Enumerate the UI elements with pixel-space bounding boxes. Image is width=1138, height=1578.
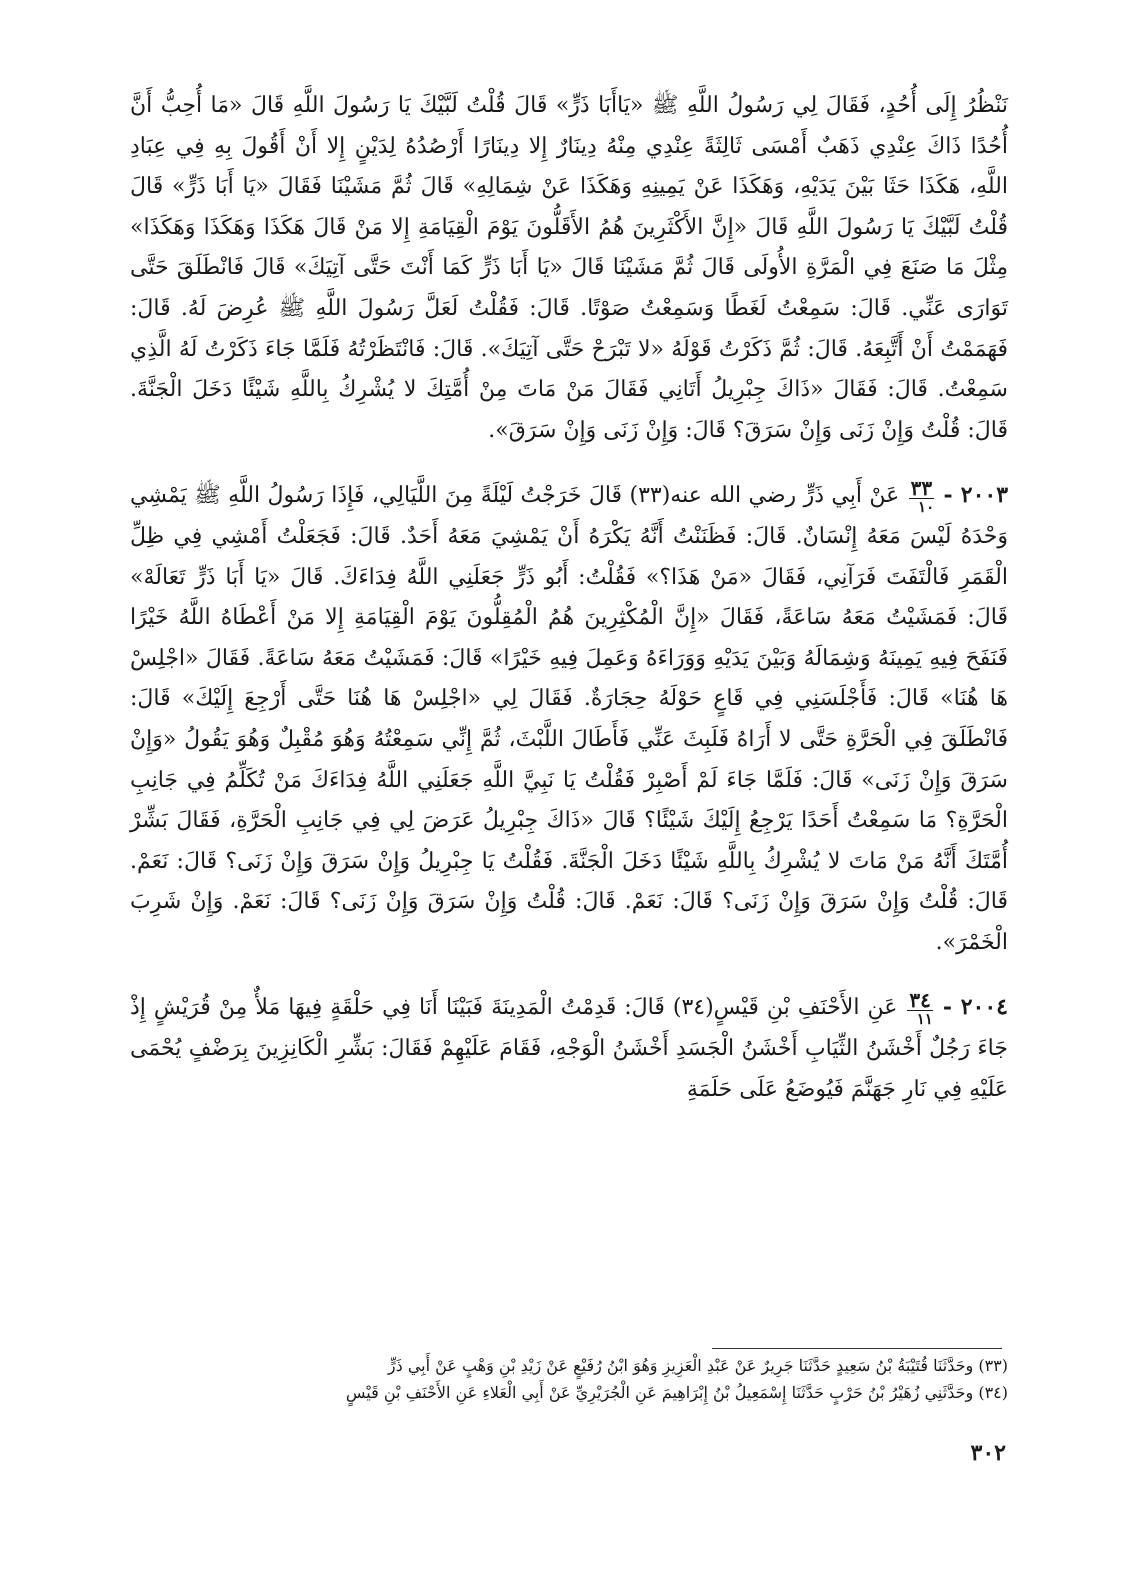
hadith-number: ٢٠٠٤ - [942, 994, 1008, 1021]
paragraph-text: نَنْظُرُ إِلَى أُحُدٍ، فَقَالَ لِي رَسُولُ اللَّهِ ﷺ «يَاأَبَا ذَرٍّ» قَالَ قُلْتُ لَبَّيْكَ يَا رَسُولَ اللَّهِ قَالَ «مَا أُحِبُّ أَنَّ أُحُدًا ذَاكَ عِنْدِي ذَهَبٌ أَمْسَى ثَالِثَةً عِنْدِي مِنْهُ دِينَارٌ إِلا دِينَارًا أَرْصُدُهُ لِدَيْنٍ إِلا أَنْ أَقُولَ بِهِ فِي عِبَادِ اللَّهِ، هَكَذَا حَثَا بَيْنَ يَدَيْهِ، وَهَكَذَا عَنْ يَمِينِهِ وَهَكَذَا عَنْ شِمَالِهِ» قَالَ ثُمَّ مَشَيْنَا فَقَالَ «يَا أَبَا ذَرٍّ» قَالَ قُلْتُ لَبَّيْكَ يَا رَسُولَ اللَّهِ قَالَ «إِنَّ الأَكْثَرِينَ هُمُ الأَقَلُّونَ يَوْمَ الْقِيَامَةِ إِلا مَنْ قَالَ هَكَذَا وَهَكَذَا وَهَكَذَا» مِثْلَ مَا صَنَعَ فِي الْمَرَّةِ الأُولَى قَالَ ثُمَّ مَشَيْنَا قَالَ «يَا أَبَا ذَرٍّ كَمَا أَنْتَ حَتَّى آتِيَكَ» قَالَ فَانْطَلَقَ حَتَّى تَوَارَى عَنِّي. قَالَ: سَمِعْتُ لَغَطًا وَسَمِعْتُ صَوْتًا. قَالَ: فَقُلْتُ لَعَلَّ رَسُولَ اللَّهِ ﷺ عُرِضَ لَهُ. قَالَ: فَهَمَمْتُ أَنْ أَتَّبِعَهُ. قَالَ: ثُمَّ ذَكَرْتُ قَوْلَهُ «لا تَبْرَحْ حَتَّى آتِيَكَ». قَالَ: فَانْتَظَرْتُهُ فَلَمَّا جَاءَ ذَكَرْتُ لَهُ الَّذِي سَمِعْتُ. قَالَ: فَقَالَ «ذَاكَ جِبْرِيلُ أَتَانِي فَقَالَ مَنْ مَاتَ مِنْ أُمَّتِكَ لا يُشْرِكُ بِاللَّهِ شَيْئًا دَخَلَ الْجَنَّةَ. قَالَ: قُلْتُ وَإِنْ زَنَى وَإِنْ سَرَقَ؟ قَالَ: وَإِنْ زَنَى وَإِنْ سَرَقَ». [130, 93, 1008, 443]
fraction-numerator: ٣٣ [910, 475, 933, 500]
footnotes [130, 1352, 1008, 1406]
footnote-33: (٣٣) وحَدَّثَنَا قُتَيْبَةُ بْنُ سَعِيدٍ حَدَّثَنَا جَرِيرٌ عَنْ عَبْدِ الْعَزِيزِ وَهُوَ ابْنُ رُفَيْعٍ عَنْ زَيْدِ بْنِ وَهْبٍ عَنْ أَبِي ذَرٍّ [387, 1356, 1008, 1375]
paragraph-text: عَنْ أَبِي ذَرٍّ رضي الله عنه(٣٣) قَالَ خَرَجْتُ لَيْلَةً مِنَ اللَّيَالِي، فَإِذَا رَسُولُ اللَّهِ ﷺ يَمْشِي وَحْدَهُ لَيْسَ مَعَهُ إِنْسَانٌ. قَالَ: فَظَنَنْتُ أَنَّهُ يَكْرَهُ أَنْ يَمْشِيَ مَعَهُ أَحَدٌ. قَالَ: فَجَعَلْتُ أَمْشِي فِي ظِلِّ الْقَمَرِ فَالْتَفَتَ فَرَآنِي، فَقَالَ «مَنْ هَذَا؟» فَقُلْتُ: أَبُو ذَرٍّ جَعَلَنِي اللَّهُ فِدَاءَكَ. قَالَ «يَا أَبَا ذَرٍّ تَعَالَهْ» قَالَ: فَمَشَيْتُ مَعَهُ سَاعَةً، فَقَالَ «إِنَّ الْمُكْثِرِينَ هُمُ الْمُقِلُّونَ يَوْمَ الْقِيَامَةِ إِلا مَنْ أَعْطَاهُ اللَّهُ خَيْرًا فَنَفَحَ فِيهِ يَمِينَهُ وَشِمَالَهُ وَبَيْنَ يَدَيْهِ وَوَرَاءَهُ وَعَمِلَ فِيهِ خَيْرًا» قَالَ: فَمَشَيْتُ مَعَهُ سَاعَةً. فَقَالَ «اجْلِسْ هَا هُنَا» قَالَ: فَأَجْلَسَنِي فِي قَاعٍ حَوْلَهُ حِجَارَةٌ. فَقَالَ لِي «اجْلِسْ هَا هُنَا حَتَّى أَرْجِعَ إِلَيْكَ» قَالَ: فَانْطَلَقَ فِي الْحَرَّةِ حَتَّى لا أَرَاهُ فَلَبِثَ عَنِّي فَأَطَالَ اللَّبْثَ، ثُمَّ إِنِّي سَمِعْتُهُ وَهُوَ مُقْبِلٌ وَهُوَ يَقُولُ «وَإِنْ سَرَقَ وَإِنْ زَنَى» قَالَ: فَلَمَّا جَاءَ لَمْ أَصْبِرْ فَقُلْتُ يَا نَبِيَّ اللَّهِ جَعَلَنِي اللَّهُ فِدَاءَكَ مَنْ تُكَلِّمُ فِي جَانِبِ الْحَرَّةِ؟ مَا سَمِعْتُ أَحَدًا يَرْجِعُ إِلَيْكَ شَيْئًا؟ قَالَ «ذَاكَ جِبْرِيلُ عَرَضَ لِي فِي جَانِبِ الْحَرَّةِ، فَقَالَ بَشِّرْ أُمَّتَكَ أَنَّهُ مَنْ مَاتَ لا يُشْرِكُ بِاللَّهِ شَيْئًا دَخَلَ الْجَنَّةَ. فَقُلْتُ يَا جِبْرِيلُ وَإِنْ سَرَقَ وَإِنْ زَنَى؟ قَالَ: نَعَمْ. قَالَ: قُلْتُ وَإِنْ سَرَقَ وَإِنْ زَنَى؟ قَالَ: نَعَمْ. قَالَ: قُلْتُ وَإِنْ سَرَقَ وَإِنْ زَنَى؟ قَالَ: نَعَمْ. وَإِنْ شَرِبَ الْخَمْرَ». [130, 483, 1008, 955]
fraction-denominator: ١١ [916, 1009, 933, 1028]
paragraph-text: عَنِ الأَحْنَفِ بْنِ قَيْسٍ(٣٤) قَالَ: قَدِمْتُ الْمَدِينَةَ فَبَيْنَا أَنَا فِي حَلْقَةٍ فِيهَا مَلأٌ مِنْ قُرَيْشٍ إِذْ جَاءَ رَجُلٌ أَخْشَنُ الثِّيَابِ أَخْشَنُ الْجَسَدِ أَخْشَنُ الْوَجْهِ، فَقَامَ عَلَيْهِمْ فَقَالَ: بَشِّرِ الْكَانِزِينَ بِرَضْفٍ يُحْمَى عَلَيْهِ فِي نَارِ جَهَنَّمَ فَيُوضَعُ عَلَى حَلَمَةِ [130, 995, 1008, 1102]
footnote-34: (٣٤) وحَدَّثَنِي زُهَيْرُ بْنُ حَرْبٍ حَدَّثَنَا إِسْمَعِيلُ بْنُ إِبْرَاهِيمَ عَنِ الْجُرَيْرِيِّ عَنْ أَبِي الْعَلاءِ عَنِ الأَحْنَفِ بْنِ قَيْسٍ [345, 1383, 1008, 1402]
fraction-denominator: ١٠ [918, 497, 935, 516]
paragraph-continuation [130, 86, 1008, 451]
page-number: ٣٠٢ [970, 1440, 1006, 1466]
hadith-number: ٢٠٠٣ - [943, 482, 1009, 509]
footnote-divider [712, 1348, 1002, 1349]
paragraph-hadith-2004 [130, 987, 1008, 1110]
hadith-fraction [907, 987, 933, 1028]
hadith-fraction [909, 475, 935, 516]
fraction-numerator: ٣٤ [909, 987, 931, 1012]
paragraph-hadith-2003 [130, 475, 1008, 963]
